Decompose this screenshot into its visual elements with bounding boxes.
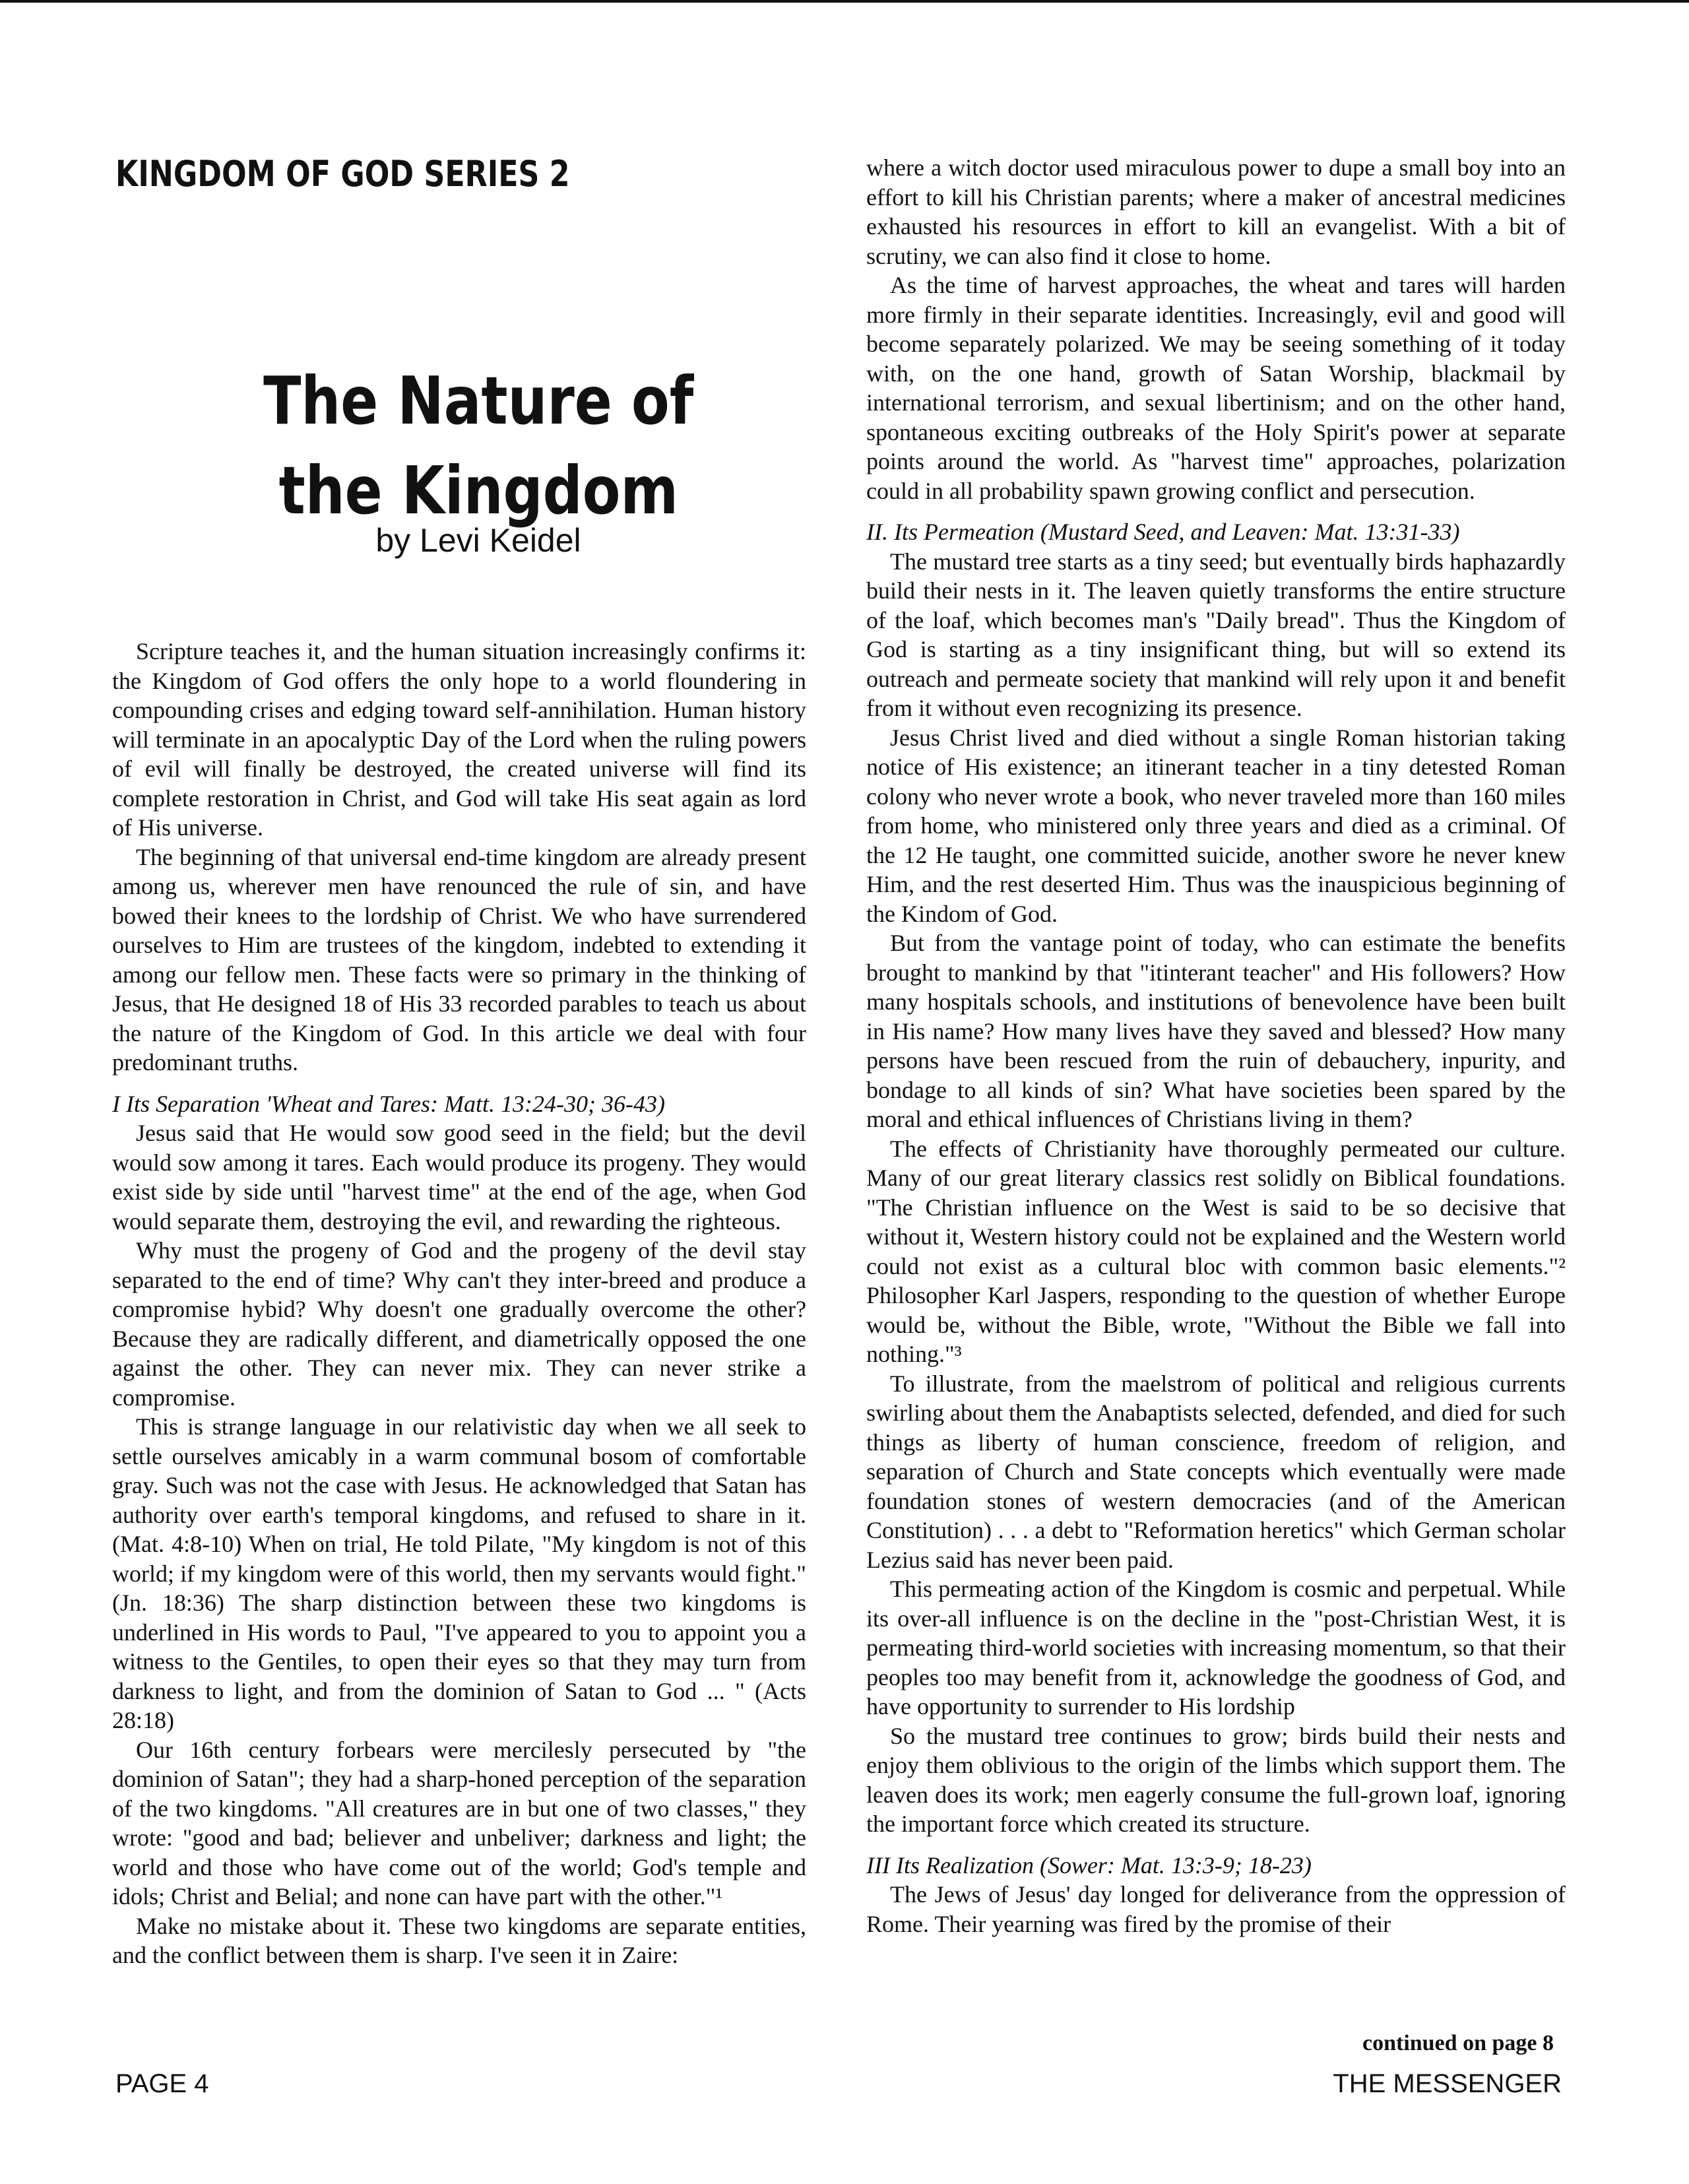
column-right [866, 153, 1566, 1939]
top-rule [0, 0, 1689, 3]
paragraph: But from the vantage point of today, who can estimate the benefits brought to mankind by that "itinterant teacher" and His followers? How many hospitals schools, and institutions of benevolence have been built in His name? How many lives have they saved and blessed? How many persons have been rescued from the ruin of debauchery, inpurity, and bondage to all kinds of sin? What have societies been spared by the moral and ethical influences of Christians living in them? [866, 930, 1566, 1132]
paragraph: Our 16th century forbears were mercilesly persecuted by "the dominion of Satan"; they had a sharp-honed perception of the separation of the two kingdoms. "All creatures are in but one of two classes," they wrote: "good and bad; believer and unbeliver; darkness and light; the world and those who have come out of the world; God's temple and idols; Christ and Belial; and none can have part with the other."¹ [112, 1736, 806, 1910]
paragraph: Why must the progeny of God and the progeny of the devil stay separated to the end of time? Why can't they inter-breed and produce a compromise hybid? Why doesn't one gradually overcome the other? Because they are radically different, and diametrically opposed the one against the other. They can never mix. They can never strike a compromise. [112, 1237, 806, 1411]
section-heading: I Its Separation 'Wheat and Tares: Matt. 13:24-30; 36-43) [112, 1090, 665, 1117]
title-line-1: The Nature of [263, 362, 694, 439]
paragraph: The beginning of that universal end-time kingdom are already present among us, wherever men have renounced the rule of sin, and have bowed their knees to the lordship of Christ. We who have surrendered ourselves to Him are trustees of the kingdom, indebted to extending it among our fellow men. These facts were so primary in the thinking of Jesus, that He designed 18 of His 33 recorded parables to teach us about the nature of the Kingdom of God. In this article we deal with four predominant truths. [112, 843, 806, 1076]
paragraph: The mustard tree starts as a tiny seed; but eventually birds haphazardly build their nests in it. The leaven quietly transforms the entire structure of the loaf, which becomes man's "Daily bread". Thus the Kingdom of God is starting as a tiny insignificant thing, but will so extend its outreach and permeate society that mankind will rely upon it and benefit from it without even recognizing its presence. [866, 548, 1566, 721]
section-heading: III Its Realization (Sower: Mat. 13:3-9; 18-23) [866, 1851, 1312, 1879]
page-number: PAGE 4 [115, 2069, 209, 2098]
paragraph: The Jews of Jesus' day longed for deliverance from the oppression of Rome. Their yearning was fired by the promise of their [866, 1881, 1566, 1937]
paragraph: Jesus Christ lived and died without a single Roman historian taking notice of His existence; an itinerant teacher in a tiny detested Roman colony who never wrote a book, who never traveled more than 160 miles from home, who ministered only three years and died as a criminal. Of the 12 He taught, one committed suicide, another swore he never knew Him, and the rest deserted Him. Thus was the inauspicious beginning of the Kindom of God. [866, 724, 1566, 927]
paragraph: Jesus said that He would sow good seed in the field; but the devil would sow among it tares. Each would produce its progeny. They would exist side by side until "harvest time" at the end of the age, when God would separate them, destroying the evil, and rewarding the righteous. [112, 1120, 806, 1235]
section-heading: II. Its Permeation (Mustard Seed, and Leaven: Mat. 13:31-33) [866, 519, 1460, 545]
paragraph: So the mustard tree continues to grow; birds build their nests and enjoy them oblivious to the origin of the limbs which support them. The leaven does its work; men eagerly consume the full-grown loaf, ignoring the important force which created its structure. [866, 1722, 1566, 1837]
paragraph: To illustrate, from the maelstrom of political and religious currents swirling about them the Anabaptists selected, defended, and died for such things as liberty of human conscience, freedom of religion, and separation of Church and State concepts which eventually were made foundation stones of western democracies (and of the American Constitution) . . . a debt to "Reformation heretics" which German scholar Lezius said has never been paid. [866, 1370, 1566, 1573]
title-line-2: the Kingdom [278, 452, 678, 529]
paragraph: where a witch doctor used miraculous power to dupe a small boy into an effort to kill his Christian parents; where a maker of ancestral medicines exhausted his resources in effort to kill an evangelist. With a bit of scrutiny, we can also find it close to home. [866, 154, 1566, 269]
paragraph: The effects of Christianity have thoroughly permeated our culture. Many of our great literary classics rest solidly on Biblical foundations. "The Christian influence on the West is said to be so decisive that without it, Western history could not be explained and the Western world could not exist as a cultural bloc with common basic elements."² Philosopher Karl Jaspers, responding to the question of whether Europe would be, without the Bible, wrote, "Without the Bible we fall into nothing."³ [866, 1135, 1566, 1367]
paragraph: Make no mistake about it. These two kingdoms are separate entities, and the conflict between them is sharp. I've seen it in Zaire: [112, 1912, 806, 1968]
byline: by Levi Keidel [375, 522, 581, 559]
paragraph: This permeating action of the Kingdom is cosmic and perpetual. While its over-all influence is on the decline in the "post-Christian West, it is permeating third-world societies with increasing momentum, so that their peoples too may benefit from it, acknowledge the goodness of God, and have opportunity to surrender to His lordship [866, 1576, 1566, 1719]
column-left [112, 637, 806, 1970]
paragraph: This is strange language in our relativistic day when we all seek to settle ourselves amicably in a warm communal bosom of comfortable gray. Such was not the case with Jesus. He acknowledged that Satan has authority over earth's temporal kingdoms, and refused to share in it. (Mat. 4:8-10) When on trial, He told Pilate, "My kingdom is not of this world; if my kingdom were of this world, then my servants would fight." (Jn. 18:36) The sharp distinction between these two kingdoms is underlined in His words to Paul, "I've appeared to you to appoint you a witness to the Gentiles, to open their eyes so that they may turn from darkness to light, and from the dominion of Satan to God ... " (Acts 28:18) [112, 1413, 806, 1733]
article-title [115, 356, 841, 536]
continued-note: continued on page 8 [1362, 2031, 1554, 2055]
paragraph: As the time of harvest approaches, the wheat and tares will harden more firmly in their separate identities. Increasingly, evil and good will become separately polarized. We may be seeing something of it today with, on the one hand, growth of Satan Worship, blackmail by international terrorism, and sexual libertinism; and on the other hand, spontaneous exciting outbreaks of the Holy Spirit's power at separate points around the world. As "harvest time" approaches, polarization could in all probability spawn growing conflict and persecution. [866, 272, 1566, 504]
publication-name: THE MESSENGER [1333, 2069, 1562, 2098]
paragraph: Scripture teaches it, and the human situation increasingly confirms it: the Kingdom of God offers the only hope to a world floundering in compounding crises and edging toward self-annihilation. Human history will terminate in an apocalyptic Day of the Lord when the ruling powers of evil will finally be destroyed, the created universe will find its complete restoration in Christ, and God will take His seat again as lord of His universe. [112, 638, 806, 841]
series-heading: KINGDOM OF GOD SERIES 2 [115, 153, 570, 195]
